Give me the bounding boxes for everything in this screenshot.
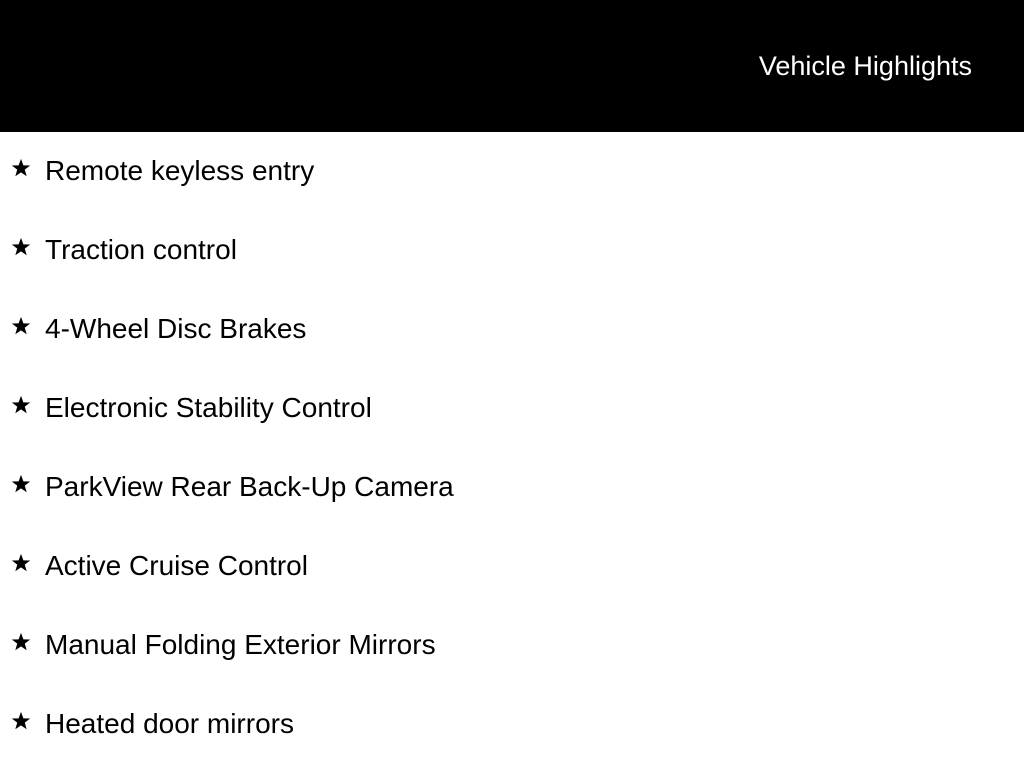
star-icon: [10, 473, 32, 495]
list-item: [0, 211, 1024, 290]
star-icon: [10, 315, 32, 337]
list-item-label: Manual Folding Exterior Mirrors: [45, 629, 436, 660]
list-item-label: Traction control: [45, 234, 237, 265]
list-item: [0, 369, 1024, 448]
list-item-label: Active Cruise Control: [45, 550, 308, 581]
list-item-label: Electronic Stability Control: [45, 392, 372, 423]
star-icon: [10, 552, 32, 574]
list-item: [0, 685, 1024, 764]
list-item: [0, 290, 1024, 369]
star-icon: [10, 631, 32, 653]
list-item-label: Heated door mirrors: [45, 708, 294, 739]
star-icon: [10, 157, 32, 179]
list-item: [0, 527, 1024, 606]
highlights-list: [0, 132, 1024, 768]
list-item: [0, 448, 1024, 527]
star-icon: [10, 394, 32, 416]
list-item-label: ParkView Rear Back-Up Camera: [45, 471, 454, 502]
star-icon: [10, 710, 32, 732]
list-item-label: 4-Wheel Disc Brakes: [45, 313, 307, 344]
list-item: [0, 606, 1024, 685]
list-item: [0, 132, 1024, 211]
star-icon: [10, 236, 32, 258]
page-title: Vehicle Highlights: [758, 51, 972, 81]
list-item-label: Remote keyless entry: [45, 155, 315, 186]
header-banner: [0, 0, 1024, 132]
